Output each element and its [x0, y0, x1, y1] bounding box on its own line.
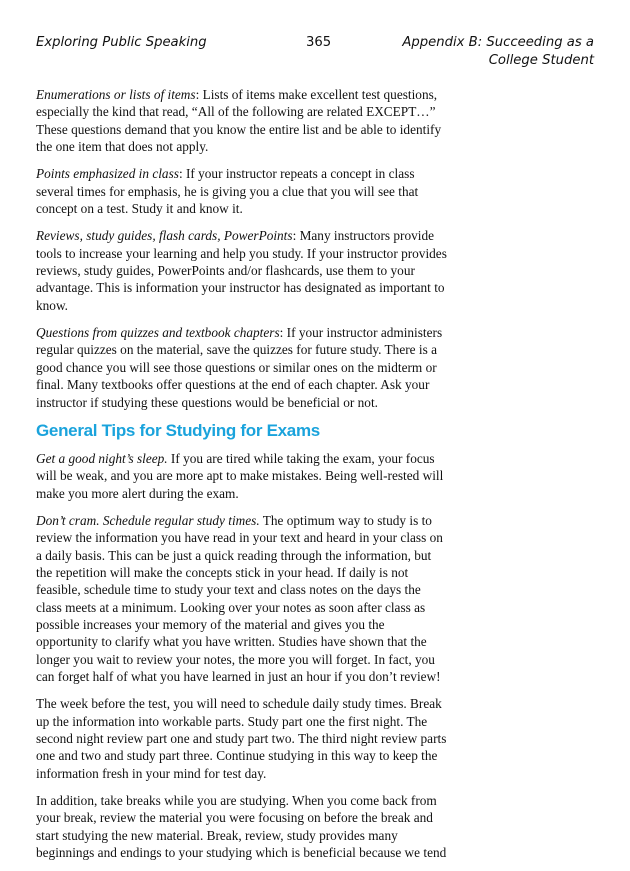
section-heading: General Tips for Studying for Exams [36, 420, 320, 440]
book-title: Exploring Public Speaking [36, 35, 207, 50]
paragraph [36, 227, 448, 314]
paragraph-text: : Many instructors provide tools to increase your learning and help you study. If your instructor provides reviews, study guides, PowerPoints and/or flashcards, use them to your advantage. This is information your instructor has designated as important to know. [36, 228, 447, 313]
paragraph [36, 86, 448, 155]
chapter-title [394, 34, 594, 70]
running-header [36, 34, 594, 74]
paragraph-lead: Reviews, study guides, flash cards, PowerPoints [36, 228, 293, 244]
paragraph-text: The week before the test, you will need to schedule daily study times. Break up the information into workable parts. Study part one the first night. The second night review part one and study part two. The third night review parts one and two and study part three. Continue studying in this way to keep the information fresh in your mind for test day. [36, 696, 447, 781]
paragraph [36, 512, 448, 685]
paragraph-lead: Don’t cram. Schedule regular study times. [36, 512, 260, 528]
paragraph-text: The optimum way to study is to review the information you have read in your text and heard in your class on a daily basis. This can be just a quick reading through the information, but the repetition will make the concepts stick in your head. If daily is not feasible, schedule time to study your text and class notes on the days the class meets at a minimum. Looking over your notes as soon after class as possible increases your memory of the material and gives you the opportunity to clarify what you have written. Studies have shown that the longer you wait to review your notes, the more you will forget. In fact, you can forget half of what you have learned in just an hour if you don’t review! [36, 512, 443, 684]
chapter-title-line-1: Appendix B: Succeeding as a [402, 35, 594, 50]
paragraph-lead: Questions from quizzes and textbook chapters [36, 325, 280, 341]
paragraph [36, 695, 448, 782]
body-text [36, 86, 448, 871]
paragraph [36, 324, 448, 411]
paragraph [36, 792, 448, 861]
chapter-title-line-2: College Student [488, 53, 594, 68]
paragraph-text: : If your instructor repeats a concept in class several times for emphasis, he is giving you a clue that you will see that concept on a test. Study it and know it. [36, 166, 419, 217]
page-number: 365 [306, 35, 332, 50]
paragraph [36, 165, 448, 217]
paragraph-text: : If your instructor administers regular quizzes on the material, save the quizzes for future study. There is a good chance you will see those questions or similar ones on the midterm or final. Many textbooks offer questions at the end of each chapter. Ask your instructor if studying these questions would be beneficial or not. [36, 325, 443, 410]
paragraph-lead: Points emphasized in class [36, 166, 179, 182]
paragraph [36, 450, 448, 502]
paragraph-lead: Get a good night’s sleep. [36, 450, 168, 466]
paragraph-text: : Lists of items make excellent test questions, especially the kind that read, “All of the following are related EXCEPT…” These questions demand that you know the entire list and be able to identify the one item that does not apply. [36, 87, 442, 155]
paragraph-text: If you are tired while taking the exam, your focus will be weak, and you are more apt to make mistakes. Being well-rested will make you more alert during the exam. [36, 450, 444, 501]
paragraph-lead: Enumerations or lists of items [36, 87, 196, 102]
paragraph-text: In addition, take breaks while you are studying. When you come back from your break, review the material you were focusing on before the break and start studying the new material. Break, review, study provides many beginnings and endings to your studying which is beneficial because we tend [36, 793, 447, 861]
